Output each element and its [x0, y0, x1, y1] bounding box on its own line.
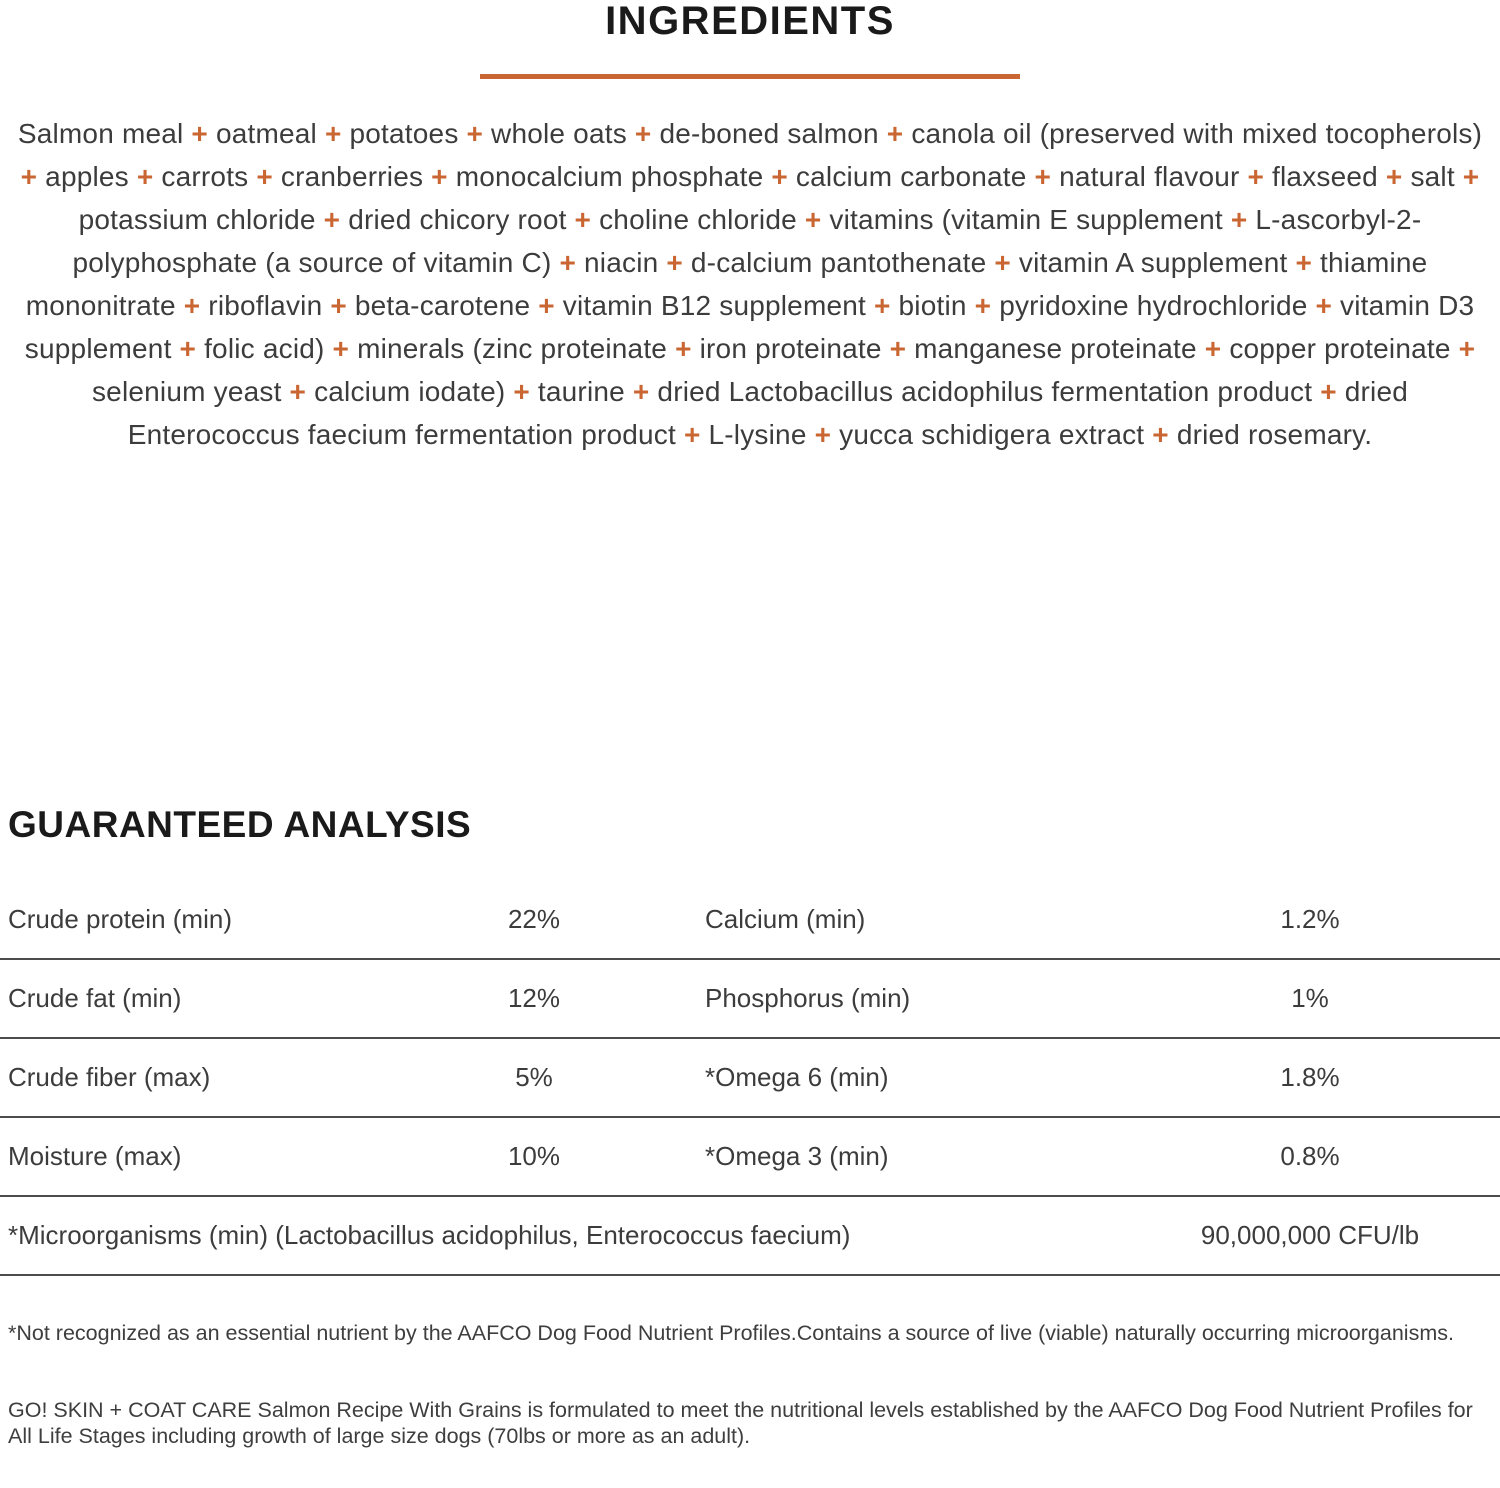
nutrient-value: 10% [507, 1141, 561, 1171]
formulation-statement: GO! SKIN + COAT CARE Salmon Recipe With Grains is formulated to meet the nutritional levels established by the AAFCO Dog Food Nutrient Profiles for All Life Stages including growth of large size dogs (70lbs or more as an adult). [8, 1398, 1473, 1448]
plus-separator: + [1196, 333, 1230, 364]
plus-separator: + [763, 161, 796, 192]
nutrient-label: Crude fat (min) [8, 983, 182, 1013]
plus-separator: + [324, 333, 358, 364]
plus-separator: + [1144, 419, 1177, 450]
nutrient-label: *Omega 3 (min) [705, 1141, 889, 1171]
plus-separator: + [878, 118, 912, 149]
table-row [0, 1039, 1500, 1118]
nutrient-value: 90,000,000 CFU/lb [1200, 1220, 1420, 1250]
table-row [0, 960, 1500, 1039]
ingredients-title: INGREDIENTS [605, 0, 895, 43]
plus-separator: + [1287, 247, 1321, 278]
plus-separator: + [175, 290, 209, 321]
plus-separator: + [171, 333, 205, 364]
plus-separator: + [316, 118, 350, 149]
plus-separator: + [624, 376, 658, 407]
plus-separator: + [505, 376, 538, 407]
microorganisms-row [0, 1197, 1500, 1276]
nutrient-value: 5% [515, 1062, 553, 1092]
nutrient-value: 0.8% [1280, 1141, 1340, 1171]
nutrient-label: Calcium (min) [705, 904, 866, 934]
plus-separator: + [1450, 333, 1476, 364]
plus-separator: + [281, 376, 315, 407]
nutrient-label: *Omega 6 (min) [705, 1062, 889, 1092]
nutrient-label: Crude protein (min) [8, 904, 232, 934]
nutrient-value: 22% [507, 904, 561, 934]
plus-separator: + [796, 204, 830, 235]
plus-separator: + [128, 161, 162, 192]
nutrient-value: 12% [507, 983, 561, 1013]
plus-separator: + [966, 290, 1000, 321]
plus-separator: + [1239, 161, 1273, 192]
plus-separator: + [423, 161, 456, 192]
guaranteed-analysis-section [0, 803, 1500, 1276]
table-row [0, 1118, 1500, 1197]
plus-separator: + [866, 290, 899, 321]
nutrient-label: Crude fiber (max) [8, 1062, 211, 1092]
plus-separator: + [881, 333, 915, 364]
plus-separator: + [551, 247, 585, 278]
plus-separator: + [1222, 204, 1256, 235]
plus-separator: + [248, 161, 281, 192]
plus-separator: + [183, 118, 216, 149]
aafco-footnote: *Not recognized as an essential nutrient by the AAFCO Dog Food Nutrient Profiles.Contains a source of live (viable) naturally occurring microorganisms. [8, 1321, 1454, 1345]
plus-separator: + [1377, 161, 1411, 192]
plus-separator: + [626, 118, 660, 149]
ingredients-divider [480, 74, 1020, 79]
nutrient-value: 1% [1291, 983, 1329, 1013]
nutrient-label: Phosphorus (min) [705, 983, 911, 1013]
plus-separator: + [986, 247, 1019, 278]
plus-separator: + [458, 118, 492, 149]
ingredients-section [0, 0, 1500, 456]
nutrient-label: Moisture (max) [8, 1141, 182, 1171]
plus-separator: + [1307, 290, 1341, 321]
plus-separator: + [1026, 161, 1060, 192]
plus-separator: + [566, 204, 600, 235]
plus-separator: + [658, 247, 691, 278]
table-row [0, 881, 1500, 960]
ingredients-text: Salmon meal + oatmeal + potatoes + whole oats + de-boned salmon + canola oil (preserved with mixed tocopherols) + apples + carrots + cranberries + monocalcium phosphate + calcium carbonate + natural flavour + flaxseed + salt + potassium chloride + dried chicory root + choline chloride + vitamins (vitamin E supplement + L-ascorbyl-2-polyphosphate (a source of vitamin C) + niacin + d-calcium pantothenate + vitamin A supplement + thiamine mononitrate + riboflavin + beta-carotene + vitamin B12 supplement + biotin + pyridoxine hydrochloride + vitamin D3 supplement + folic acid) + minerals (zinc proteinate + iron proteinate + manganese proteinate + copper proteinate + selenium yeast + calcium iodate) + taurine + dried Lactobacillus acidophilus fermentation product + dried Enterococcus faecium fermentation product + L-lysine + yucca schidigera extract + dried rosemary. [17, 118, 1483, 450]
plus-separator: + [530, 290, 563, 321]
plus-separator: + [322, 290, 355, 321]
plus-separator: + [676, 419, 709, 450]
plus-separator: + [667, 333, 700, 364]
guaranteed-analysis-table [0, 881, 1500, 1276]
plus-separator: + [315, 204, 349, 235]
nutrient-value: 1.2% [1280, 904, 1340, 934]
nutrient-value: 1.8% [1280, 1062, 1340, 1092]
plus-separator: + [20, 161, 46, 192]
plus-separator: + [1312, 376, 1345, 407]
guaranteed-analysis-title: GUARANTEED ANALYSIS [8, 804, 472, 845]
nutrient-label: *Microorganisms (min) (Lactobacillus acidophilus, Enterococcus faecium) [8, 1220, 851, 1250]
plus-separator: + [806, 419, 840, 450]
plus-separator: + [1454, 161, 1480, 192]
